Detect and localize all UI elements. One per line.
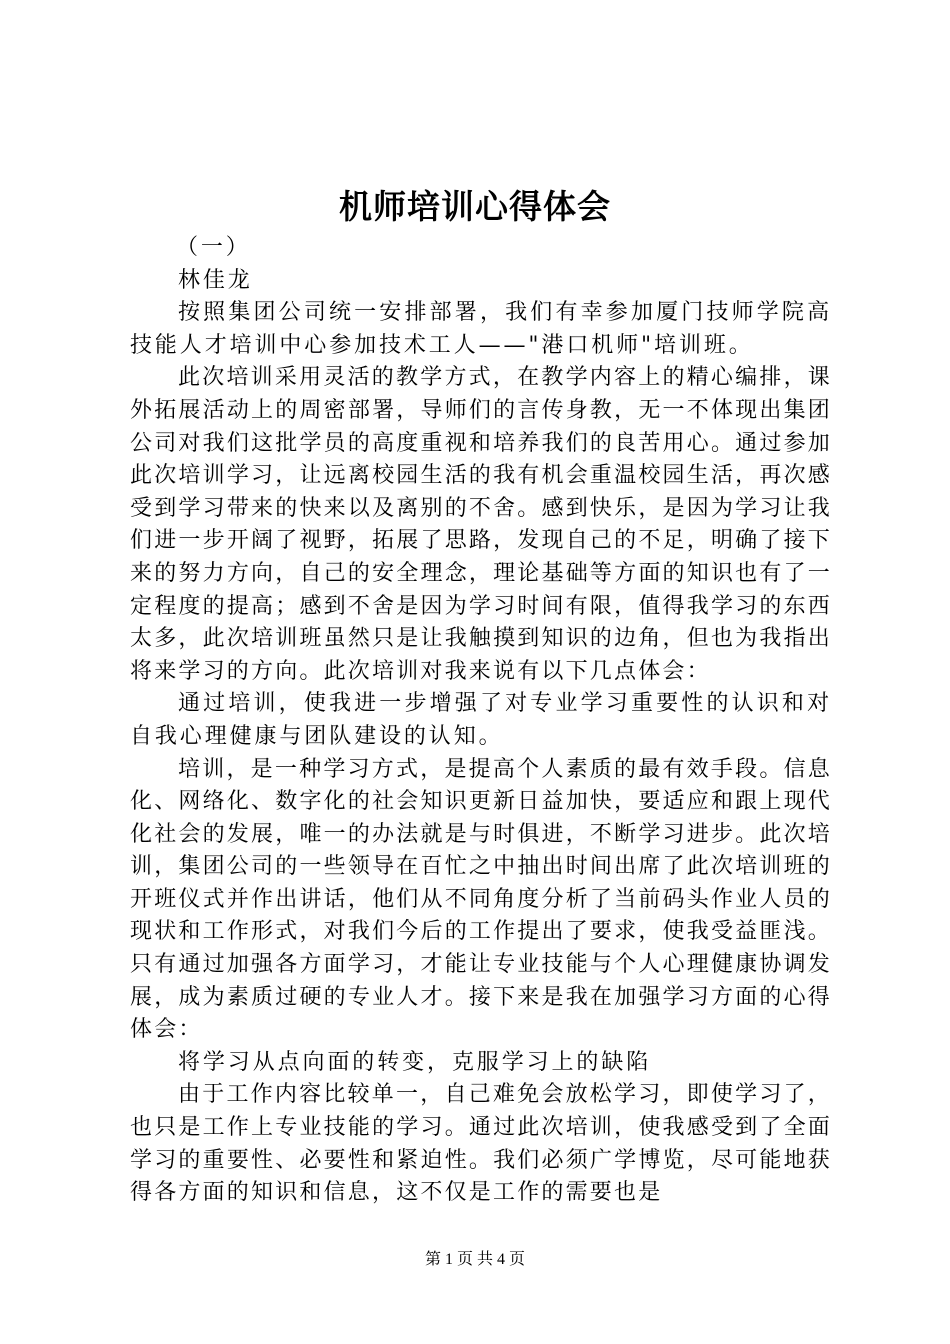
section-number: （一） bbox=[176, 235, 251, 260]
document-body bbox=[130, 232, 832, 1210]
paragraph: 按照集团公司统一安排部署，我们有幸参加厦门技师学院高技能人才培训中心参加技术工人——"港口机师"培训班。 bbox=[130, 300, 832, 358]
author-name: 林佳龙 bbox=[178, 267, 253, 293]
paragraph: 此次培训采用灵活的教学方式，在教学内容上的精心编排，课外拓展活动上的周密部署，导师们的言传身教，无一不体现出集团公司对我们这批学员的高度重视和培养我们的良苦用心。通过参加此次培训学习，让远离校园生活的我有机会重温校园生活，再次感受到学习带来的快来以及离别的不舍。感到快乐，是因为学习让我们进一步开阔了视野，拓展了思路，发现自己的不足，明确了接下来的努力方向，自己的安全理念，理论基础等方面的知识也有了一定程度的提高；感到不舍是因为学习时间有限，值得我学习的东西太多，此次培训班虽然只是让我触摸到知识的边角，但也为我指出将来学习的方向。此次培训对我来说有以下几点体会： bbox=[130, 365, 832, 684]
paragraph: 通过培训，使我进一步增强了对专业学习重要性的认识和对自我心理健康与团队建设的认知。 bbox=[130, 691, 832, 749]
section-heading: 将学习从点向面的转变，克服学习上的缺陷 bbox=[178, 1049, 652, 1075]
document-title: 机师培训心得体会 bbox=[339, 187, 611, 226]
page-footer: 第 1 页 共 4 页 bbox=[424, 1251, 525, 1268]
paragraph: 由于工作内容比较单一，自己难免会放松学习，即使学习了，也只是工作上专业技能的学习。通过此次培训，使我感受到了全面学习的重要性、必要性和紧迫性。我们必须广学博览，尽可能地获得各方面的知识和信息，这不仅是工作的需要也是 bbox=[130, 1082, 832, 1206]
paragraph: 培训，是一种学习方式，是提高个人素质的最有效手段。信息化、网络化、数字化的社会知识更新日益加快，要适应和跟上现代化社会的发展，唯一的办法就是与时俱进，不断学习进步。此次培训，集团公司的一些领导在百忙之中抽出时间出席了此次培训班的开班仪式并作出讲话，他们从不同角度分析了当前码头作业人员的现状和工作形式，对我们今后的工作提出了要求，使我受益匪浅。只有通过加强各方面学习，才能让专业技能与个人心理健康协调发展，成为素质过硬的专业人才。接下来是我在加强学习方面的心得体会： bbox=[130, 756, 832, 1043]
